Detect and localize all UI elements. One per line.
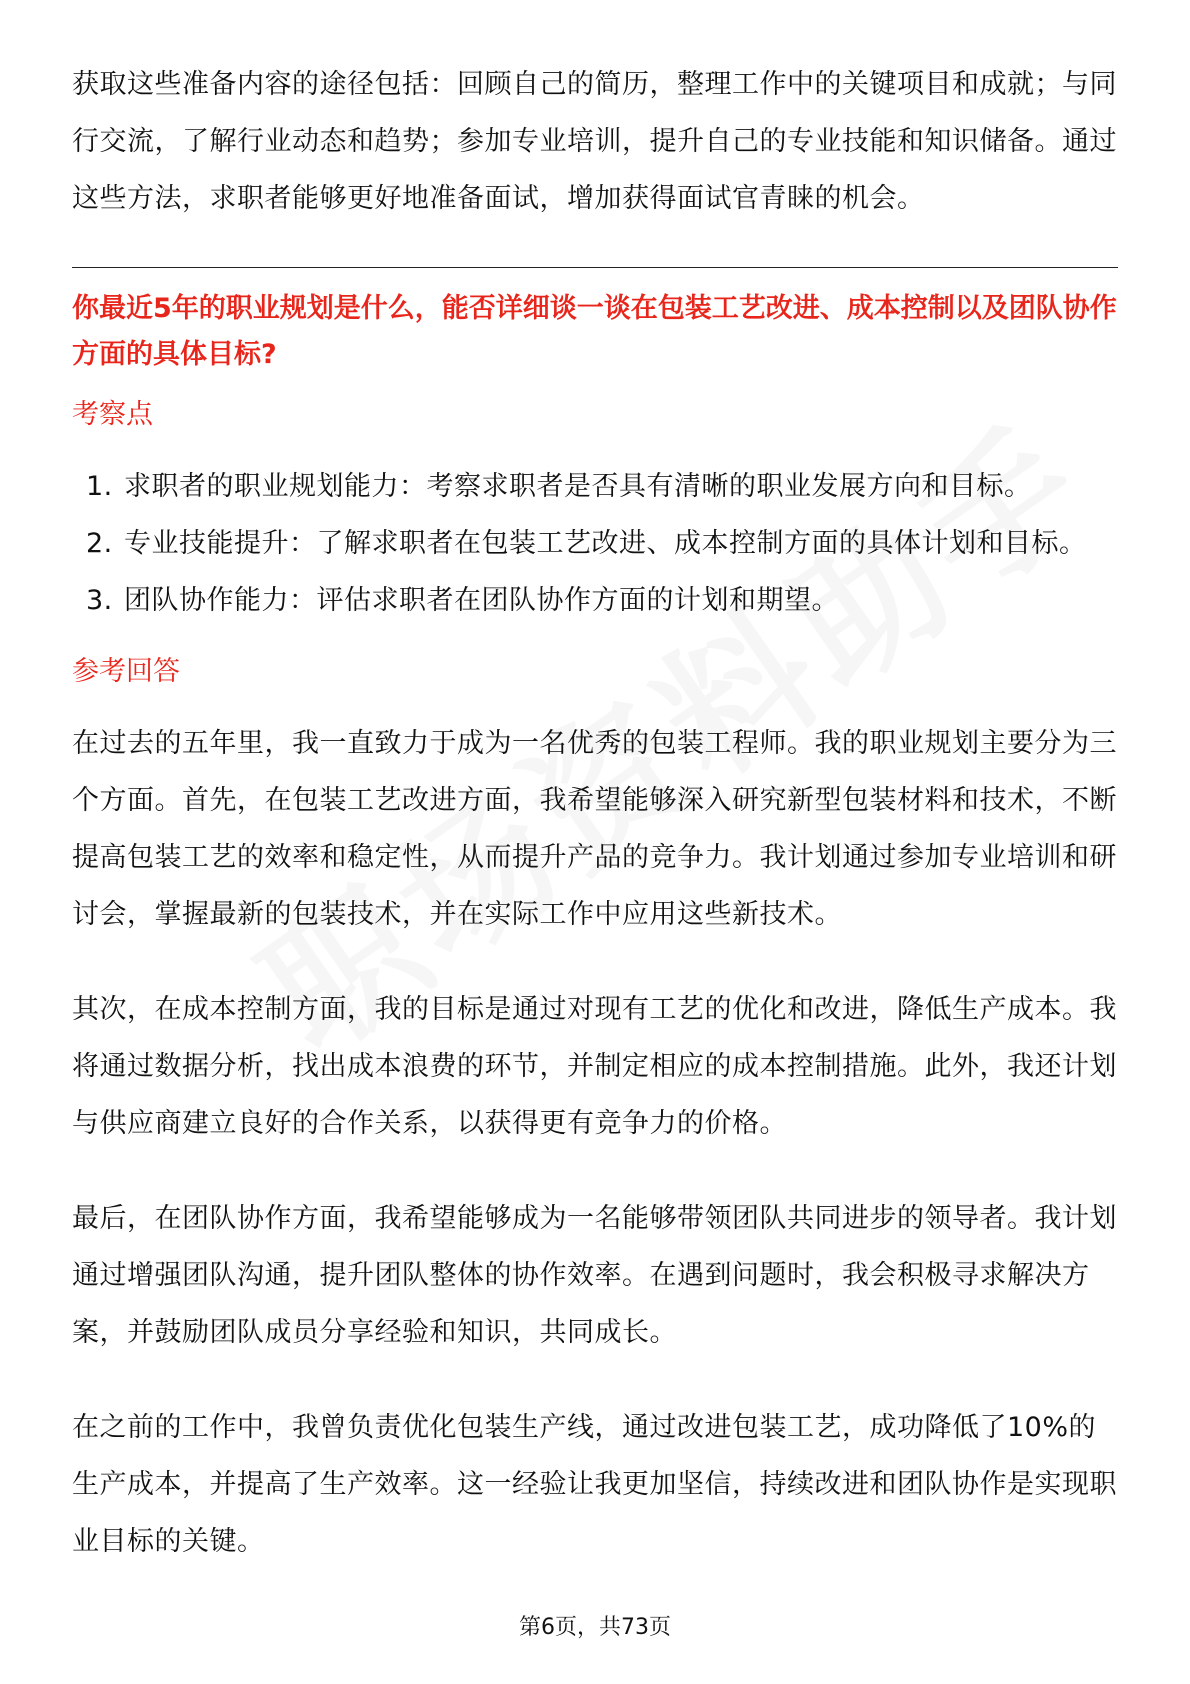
answer-paragraph: 其次，在成本控制方面，我的目标是通过对现有工艺的优化和改进，降低生产成本。我将通过数据分析，找出成本浪费的环节，并制定相应的成本控制措施。此外，我还计划与供应商建立良好的合作关系，以获得更有竞争力的价格。	[72, 994, 1117, 1139]
page-footer: 第6页，共73页	[519, 1615, 671, 1640]
list-item-text: 团队协作能力：评估求职者在团队协作方面的计划和期望。	[124, 585, 839, 616]
list-item	[72, 572, 1118, 629]
list-item-number: 1.	[86, 471, 113, 502]
question-heading: 你最近5年的职业规划是什么，能否详细谈一谈在包装工艺改进、成本控制以及团队协作方面的具体目标?	[72, 293, 1117, 370]
list-item	[72, 458, 1118, 515]
focus-heading: 考察点	[72, 399, 153, 430]
answer-paragraph: 最后，在团队协作方面，我希望能够成为一名能够带领团队共同进步的领导者。我计划通过增强团队沟通，提升团队整体的协作效率。在遇到问题时，我会积极寻求解决方案，并鼓励团队成员分享经验和知识，共同成长。	[72, 1203, 1117, 1348]
answer-paragraph: 在之前的工作中，我曾负责优化包装生产线，通过改进包装工艺，成功降低了10%的生产成本，并提高了生产效率。这一经验让我更加坚信，持续改进和团队协作是实现职业目标的关键。	[72, 1412, 1117, 1557]
list-item-text: 求职者的职业规划能力：考察求职者是否具有清晰的职业发展方向和目标。	[124, 471, 1032, 502]
list-item	[72, 515, 1118, 572]
intro-paragraph: 获取这些准备内容的途径包括：回顾自己的简历，整理工作中的关键项目和成就；与同行交流，了解行业动态和趋势；参加专业培训，提升自己的专业技能和知识储备。通过这些方法，求职者能够更好地准备面试，增加获得面试官青睐的机会。	[72, 69, 1117, 214]
list-item-number: 2.	[86, 528, 113, 559]
focus-points-list	[72, 458, 1118, 629]
answer-paragraph: 在过去的五年里，我一直致力于成为一名优秀的包装工程师。我的职业规划主要分为三个方面。首先，在包装工艺改进方面，我希望能够深入研究新型包装材料和技术，不断提高包装工艺的效率和稳定性，从而提升产品的竞争力。我计划通过参加专业培训和研讨会，掌握最新的包装技术，并在实际工作中应用这些新技术。	[72, 728, 1117, 930]
document-page	[72, 56, 1118, 1570]
answer-heading: 参考回答	[72, 656, 180, 687]
section-divider	[72, 267, 1118, 268]
list-item-text: 专业技能提升：了解求职者在包装工艺改进、成本控制方面的具体计划和目标。	[124, 528, 1087, 559]
list-item-number: 3.	[86, 585, 113, 616]
